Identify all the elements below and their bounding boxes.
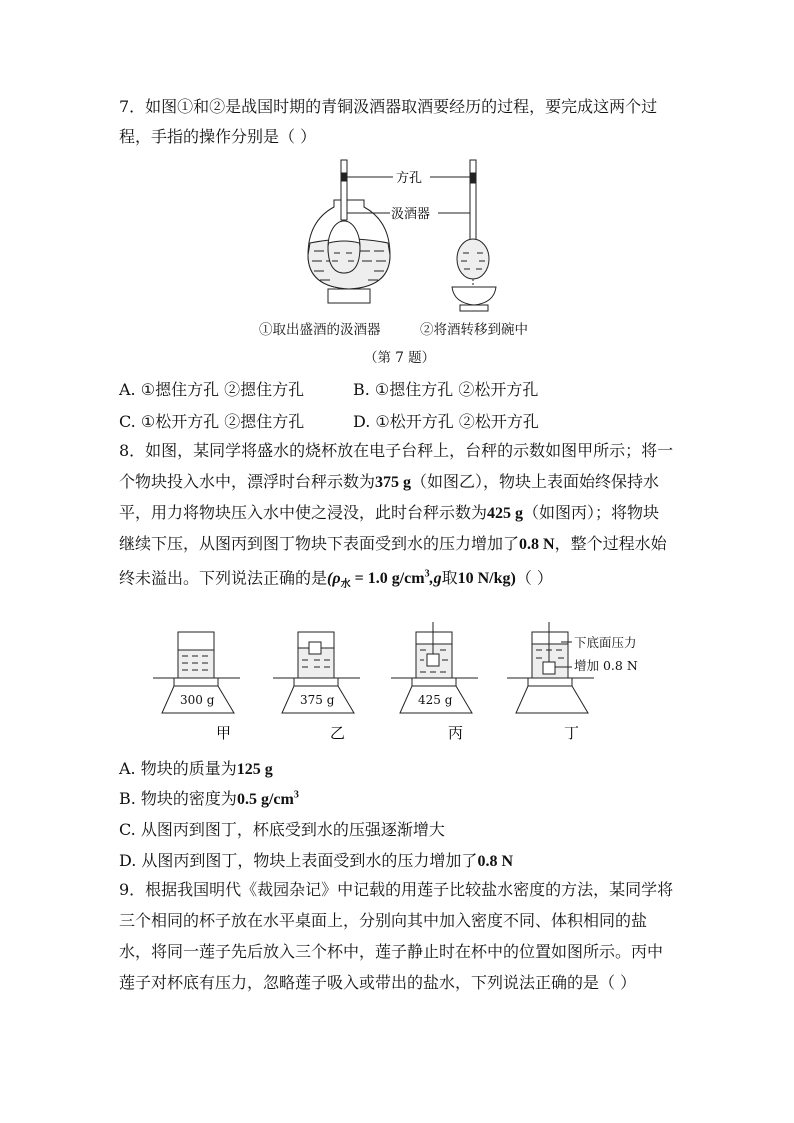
q7-caption-2: ②将酒转移到碗中	[420, 322, 528, 338]
panel-name-bing: 丙	[448, 724, 464, 742]
q8-option-c[interactable]: C. 从图丙到图丁，杯底受到水的压强逐渐增大	[119, 820, 445, 839]
wine-dipper-2	[457, 160, 489, 285]
q8-text: （如图丙）；将物块	[523, 503, 660, 522]
q7-option-b[interactable]: B. ①摁住方孔 ②松开方孔	[353, 380, 539, 399]
q9-stem-line-1: 9．根据我国明代《裁园杂记》中记载的用莲子比较盐水密度的方法，某同学将	[119, 880, 674, 899]
label-fangkong: 方孔	[396, 171, 423, 186]
scale-reading-bing: 425 g	[418, 693, 453, 707]
q7-option-a[interactable]: A. ①摁住方孔 ②摁住方孔	[119, 380, 305, 399]
scale-reading-yi: 375 g	[300, 693, 335, 707]
label-jijiuqi: 汲酒器	[391, 207, 431, 222]
q7-figure-number: （第 7 题）	[364, 350, 436, 366]
q8-text: ，整个过程水始	[554, 534, 667, 553]
q8-text: 继续下压，从图丙到图丁物块下表面受到水的压力增加了	[119, 534, 520, 553]
q8-text: （ ）	[515, 568, 553, 588]
q8-text: 平，用力将物块压入水中使之浸没，此时台秤示数为	[119, 503, 488, 522]
q9-stem-line-3: 水，将同一莲子先后放入三个杯中，莲子静止时在杯中的位置如图所示。丙中	[119, 942, 664, 961]
panel-bing	[391, 622, 478, 713]
q7-stem-line-2: 程，手指的操作分别是（ ）	[119, 127, 317, 146]
q8-option-d[interactable]	[119, 848, 513, 871]
q8-value-425: 425 g	[487, 505, 524, 522]
q8-text: 终未溢出。下列说法正确的是	[119, 568, 328, 588]
q9-stem-line-2: 三个相同的杯子放在水平桌面上，分别向其中加入密度不同、体积相同的盐	[119, 911, 648, 930]
q8-formula: ($\rho_水 = 1.0$ $g/cm^3,g$取10 N/kg)	[327, 569, 516, 591]
q7-caption-1: ①取出盛酒的汲酒器	[259, 322, 381, 338]
panel-yi	[273, 632, 360, 713]
q8-option-sup: 3	[293, 789, 299, 801]
q8-option-value: 125 g	[236, 761, 273, 778]
panel-jia	[153, 632, 240, 713]
panel-name-jia: 甲	[216, 724, 232, 742]
q7-stem-line-1: 7．如图①和②是战国时期的青铜汲酒器取酒要经历的过程，要完成这两个过	[119, 97, 658, 116]
panel-name-yi: 乙	[330, 724, 346, 742]
scale-reading-jia: 300 g	[180, 693, 215, 707]
q8-value-force: 0.8 N	[519, 536, 555, 553]
q8-stem-line-3	[119, 503, 659, 524]
q8-text: （如图乙），物块上表面始终保持水	[411, 472, 660, 491]
q7-option-c[interactable]: C. ①松开方孔 ②摁住方孔	[119, 412, 305, 431]
panel-ding	[507, 622, 638, 713]
q8-stem-line-2	[119, 472, 659, 493]
q8-option-b[interactable]	[119, 786, 299, 809]
note-pressure: 下底面压力	[574, 635, 637, 650]
q9-stem-line-4: 莲子对杯底有压力，忽略莲子吸入或带出的盐水，下列说法正确的是（ ）	[119, 973, 637, 992]
q8-option-text: D. 从图丙到图丁，物块上表面受到水的压力增加了	[119, 851, 478, 870]
panel-name-ding: 丁	[564, 724, 580, 742]
q8-option-value: 0.8 N	[477, 853, 513, 870]
q8-option-value: 0.5 g/cm	[236, 791, 294, 808]
q8-figure	[148, 620, 678, 745]
q8-stem-line-5	[119, 565, 553, 596]
q7-option-d[interactable]: D. ①松开方孔 ②松开方孔	[353, 412, 539, 431]
q8-option-text: A. 物块的质量为	[119, 759, 237, 778]
q8-stem-line-1: 8．如图，某同学将盛水的烧杯放在电子台秤上，台秤的示数如图甲所示；将一	[119, 441, 674, 460]
q8-value-375: 375 g	[375, 474, 412, 491]
q8-option-a[interactable]	[119, 756, 273, 779]
q8-text: 个物块投入水中，漂浮时台秤示数为	[119, 472, 376, 491]
q8-stem-line-4	[119, 534, 667, 555]
q7-figure	[290, 155, 550, 340]
note-increase: 增加 0.8 N	[574, 658, 638, 673]
q8-option-text: B. 物块的密度为	[119, 789, 237, 808]
bowl	[452, 287, 496, 311]
